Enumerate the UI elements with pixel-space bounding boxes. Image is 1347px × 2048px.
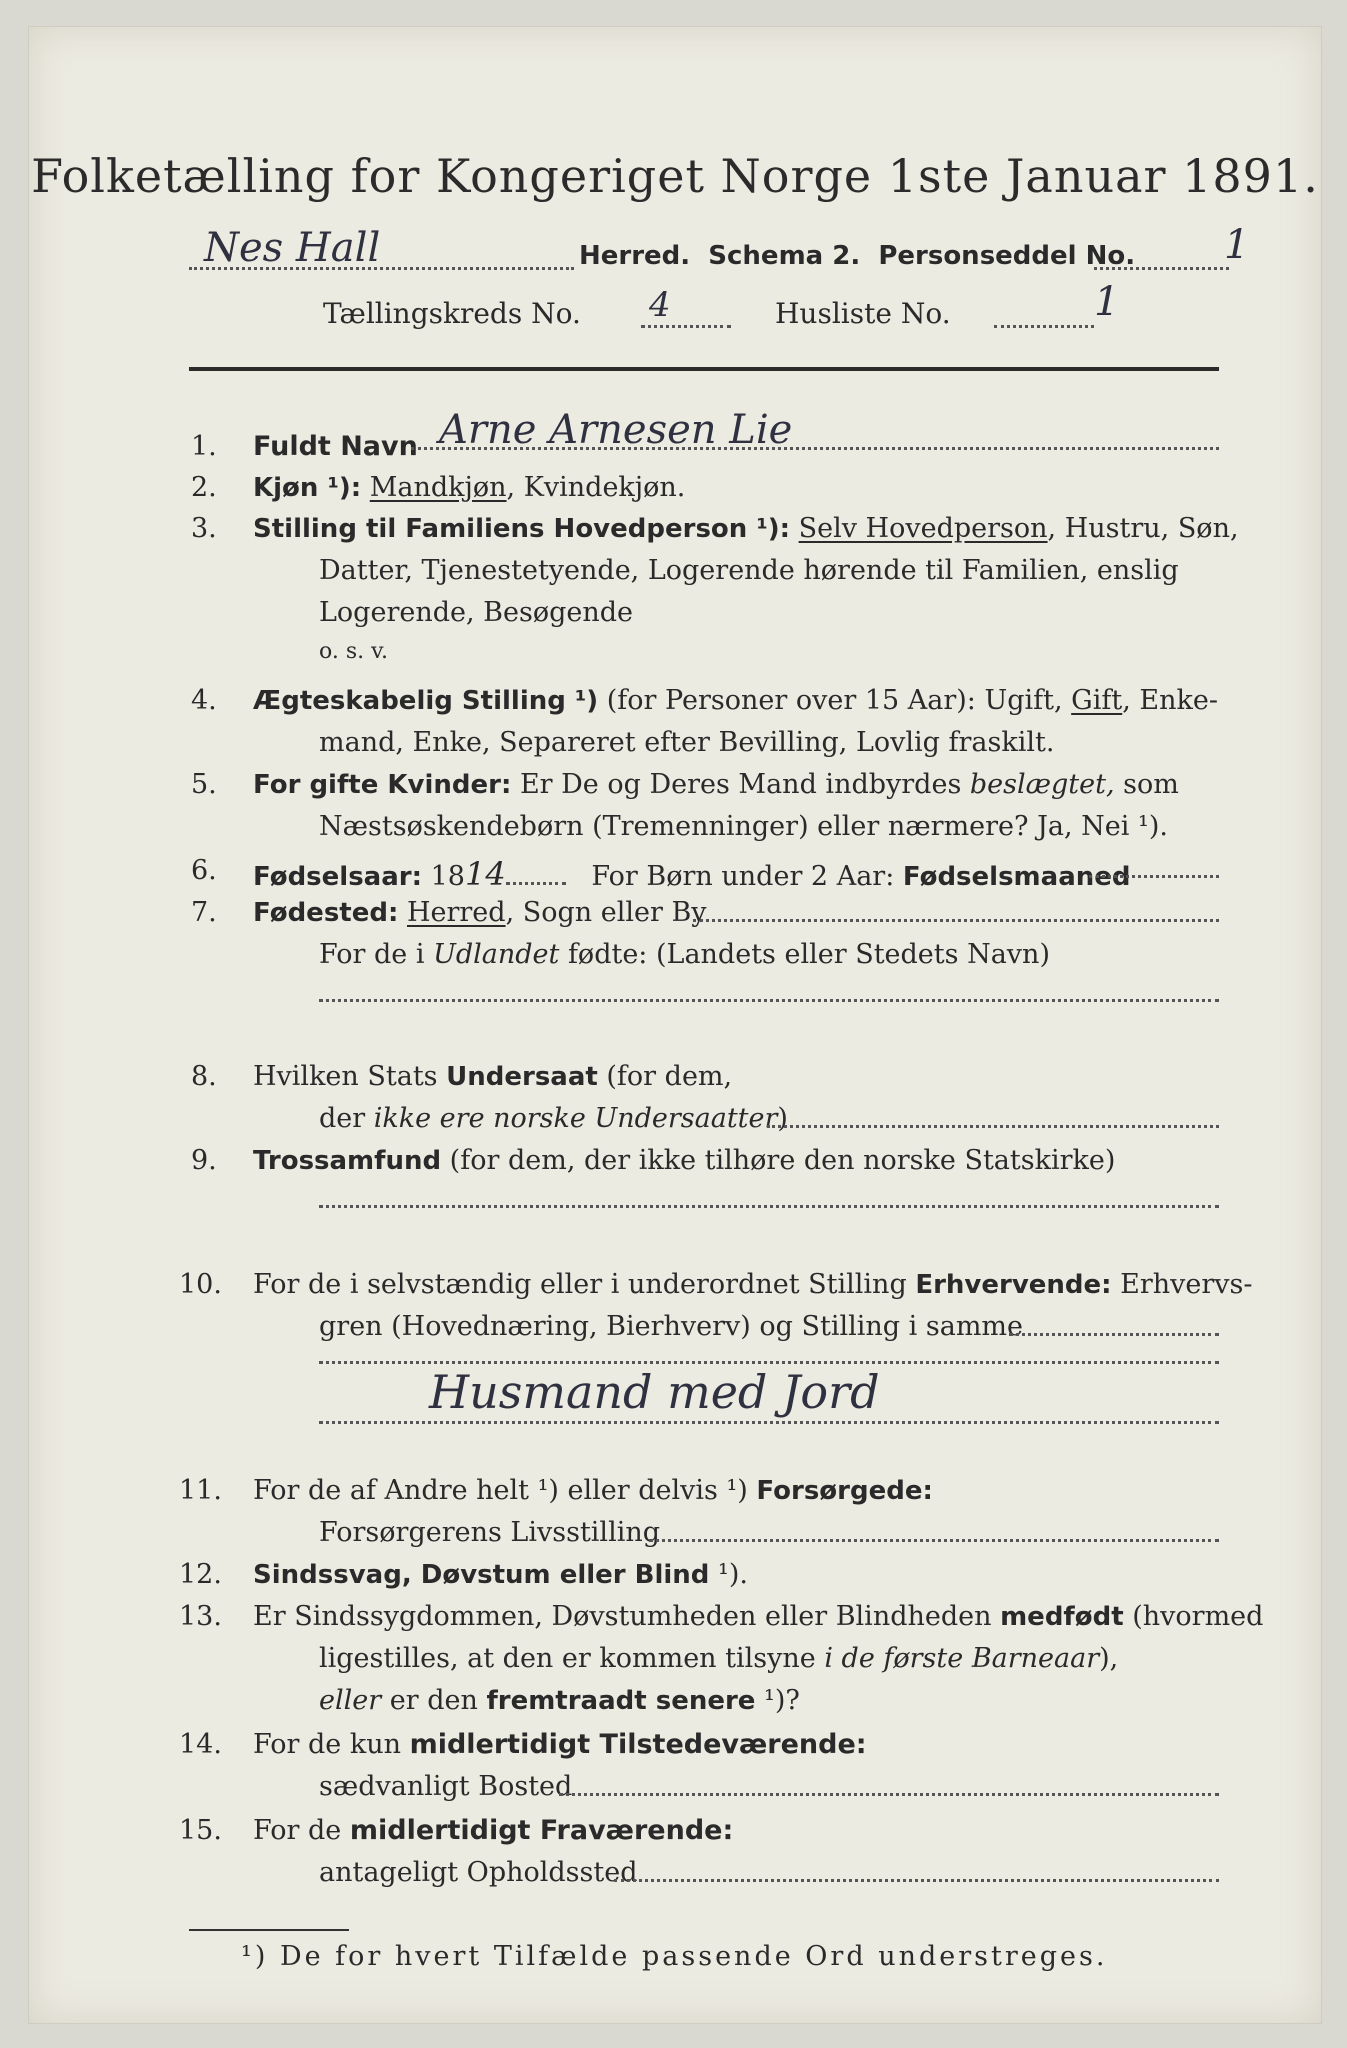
item-fodselsaar: Fødselsaar: 1814 For Børn under 2 Aar: Fødselsmaaned <box>253 855 1131 893</box>
dotted-line <box>319 999 1219 1002</box>
item-number: 1. <box>191 431 217 462</box>
handwritten-year: 14 <box>464 855 506 893</box>
census-form <box>28 26 1322 2024</box>
item-medfodt: Er Sindssygdommen, Døvstumheden eller Blindheden medfødt (hvormed <box>253 1601 1264 1632</box>
item-undersaat: Hvilken Stats Undersaat (for dem, <box>253 1061 733 1092</box>
item-trossamfund: Trossamfund (for dem, der ikke tilhøre den norske Statskirke) <box>253 1145 1116 1176</box>
dotted-line <box>319 1421 1219 1424</box>
item-text: mand, Enke, Separeret efter Bevilling, Lovlig fraskilt. <box>319 727 1055 758</box>
item-text: antageligt Opholdssted <box>319 1857 638 1888</box>
dotted-line <box>1009 1333 1219 1336</box>
item-number: 11. <box>179 1475 222 1506</box>
handwritten-kreds-no: 4 <box>649 285 671 325</box>
dotted-line <box>994 325 1094 328</box>
item-tilstede: For de kun midlertidigt Tilstedeværende: <box>253 1729 867 1760</box>
handwritten-occupation: Husmand med Jord <box>429 1365 880 1419</box>
item-number: 10. <box>179 1269 222 1300</box>
item-text: gren (Hovednæring, Bierhverv) og Stilling i samme <box>319 1311 1024 1342</box>
item-text: Forsørgerens Livsstilling <box>319 1517 661 1548</box>
dotted-line <box>767 1125 1219 1128</box>
item-number: 5. <box>191 769 217 800</box>
item-number: 8. <box>191 1061 217 1092</box>
kreds-label: Tællingskreds No. <box>323 297 581 330</box>
dotted-line <box>559 1793 1219 1796</box>
handwritten-name: Arne Arnesen Lie <box>439 407 793 453</box>
item-fravaerende: For de midlertidigt Fraværende: <box>253 1815 734 1846</box>
item-label-name: Fuldt Navn <box>253 431 418 462</box>
item-text: Datter, Tjenestetyende, Logerende hørende til Familien, enslig <box>319 555 1179 586</box>
item-text: ligestilles, at den er kommen tilsyne i de første Barneaar), <box>319 1643 1119 1674</box>
item-number: 13. <box>179 1601 222 1632</box>
item-text: o. s. v. <box>319 639 388 664</box>
item-number: 15. <box>179 1815 222 1846</box>
item-number: 7. <box>191 897 217 928</box>
item-number: 4. <box>191 685 217 716</box>
footnote-rule <box>189 1929 349 1931</box>
item-text: der ikke ere norske Undersaatter) <box>319 1103 788 1134</box>
item-aegteskab: Ægteskabelig Stilling ¹) (for Personer over 15 Aar): Ugift, Gift, Enke- <box>253 685 1218 716</box>
form-title: Folketælling for Kongeriget Norge 1ste Januar 1891. <box>31 149 1319 203</box>
item-number: 2. <box>191 472 217 503</box>
footnote: ¹) De for hvert Tilfælde passende Ord understreges. <box>241 1941 1108 1972</box>
dotted-line <box>319 1205 1219 1208</box>
item-text: eller er den fremtraadt senere ¹)? <box>319 1685 800 1716</box>
item-kjon: Kjøn ¹): Mandkjøn, Kvindekjøn. <box>253 472 686 503</box>
item-gifte: For gifte Kvinder: Er De og Deres Mand indbyrdes beslægtet, som <box>253 769 1179 800</box>
handwritten-herred: Nes Hall <box>204 225 381 271</box>
header-rule <box>189 367 1219 371</box>
item-fodested: Fødested: Herred, Sogn eller By <box>253 897 707 928</box>
dotted-line <box>649 1539 1219 1542</box>
item-stilling: Stilling til Familiens Hovedperson ¹): Selv Hovedperson, Hustru, Søn, <box>253 513 1239 544</box>
dotted-line <box>319 1361 1219 1364</box>
item-text: sædvanligt Bosted <box>319 1771 573 1802</box>
dotted-line <box>189 267 574 270</box>
item-number: 9. <box>191 1145 217 1176</box>
dotted-line <box>1089 875 1219 878</box>
husliste-label: Husliste No. <box>775 297 951 330</box>
item-text: Logerende, Besøgende <box>319 597 633 628</box>
schema-line <box>579 241 1135 271</box>
item-text: Næstsøskendebørn (Tremenninger) eller nærmere? Ja, Nei ¹). <box>319 811 1168 842</box>
item-number: 12. <box>179 1559 222 1590</box>
dotted-line <box>641 325 731 328</box>
dotted-line <box>1094 267 1229 270</box>
handwritten-husliste-no: 1 <box>1094 279 1120 325</box>
item-number: 14. <box>179 1729 222 1760</box>
personseddel-label: Personseddel No. <box>878 241 1136 271</box>
herred-label: Herred. <box>579 241 691 271</box>
dotted-line <box>614 1879 1219 1882</box>
item-forsorgede: For de af Andre helt ¹) eller delvis ¹) Forsørgede: <box>253 1475 933 1506</box>
item-text: For de i Udlandet fødte: (Landets eller Stedets Navn) <box>319 939 1050 970</box>
item-sindssvag: Sindssvag, Døvstum eller Blind ¹). <box>253 1559 748 1590</box>
schema-label: Schema 2. <box>708 241 861 271</box>
item-number: 3. <box>191 513 217 544</box>
dotted-line <box>693 919 1219 922</box>
handwritten-personseddel-no: 1 <box>1224 222 1250 268</box>
item-number: 6. <box>191 855 217 886</box>
dotted-line <box>411 447 1219 450</box>
item-erhverv: For de i selvstændig eller i underordnet Stilling Erhvervende: Erhvervs- <box>253 1269 1253 1300</box>
